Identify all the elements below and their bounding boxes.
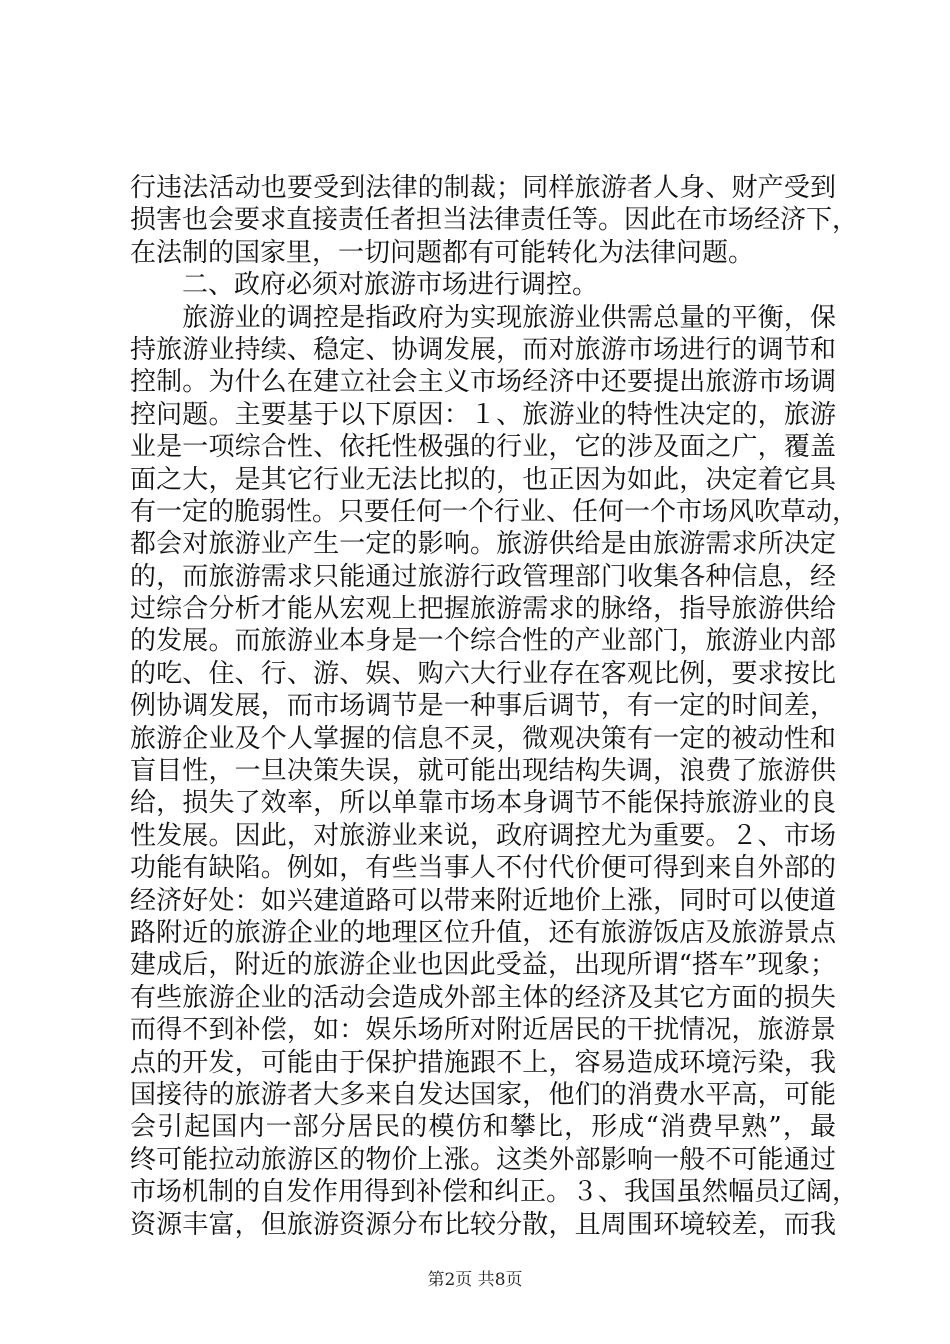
text-line: 面之大，是其它行业无法比拟的，也正因为如此，决定着它具 — [130, 464, 836, 495]
text-line: 终可能拉动旅游区的物价上涨。这类外部影响一般不可能通过 — [130, 1144, 836, 1175]
text-line: 路附近的旅游企业的地理区位升值，还有旅游饭店及旅游景点 — [130, 917, 836, 948]
text-line: 有些旅游企业的活动会造成外部主体的经济及其它方面的损失 — [130, 982, 836, 1013]
text-line: 控制。为什么在建立社会主义市场经济中还要提出旅游市场调 — [130, 367, 836, 398]
text-line: 建成后，附近的旅游企业也因此受益，出现所谓“搭车”现象； — [130, 950, 836, 981]
text-line: 旅游业的调控是指政府为实现旅游业供需总量的平衡，保 — [130, 302, 836, 333]
text-line: 而得不到补偿，如：娱乐场所对附近居民的干扰情况，旅游景 — [130, 1015, 836, 1046]
text-line: 旅游企业及个人掌握的信息不灵，微观决策有一定的被动性和 — [130, 723, 836, 754]
page-number-footer: 第2页 共8页 — [427, 1270, 523, 1290]
text-line: 的吃、住、行、游、娱、购六大行业存在客观比例，要求按比 — [130, 658, 836, 689]
text-line: 有一定的脆弱性。只要任何一个行业、任何一个市场风吹草动， — [130, 496, 859, 527]
text-line: 的，而旅游需求只能通过旅游行政管理部门收集各种信息，经 — [130, 561, 836, 592]
text-line: 过综合分析才能从宏观上把握旅游需求的脉络，指导旅游供给 — [130, 594, 836, 625]
text-line: 持旅游业持续、稳定、协调发展，而对旅游市场进行的调节和 — [130, 334, 836, 365]
text-line: 市场机制的自发作用得到补偿和纠正。３、我国虽然幅员辽阔， — [130, 1177, 859, 1208]
text-line: 的发展。而旅游业本身是一个综合性的产业部门，旅游业内部 — [130, 626, 836, 657]
text-line: 点的开发，可能由于保护措施跟不上，容易造成环境污染，我 — [130, 1047, 836, 1078]
text-line: 业是一项综合性、依托性极强的行业，它的涉及面之广，覆盖 — [130, 432, 836, 463]
text-line: 国接待的旅游者大多来自发达国家，他们的消费水平高，可能 — [130, 1079, 836, 1110]
text-line: 行违法活动也要受到法律的制裁；同样旅游者人身、财产受到 — [130, 173, 836, 203]
body-text — [130, 172, 859, 1241]
text-line: 给，损失了效率，所以单靠市场本身调节不能保持旅游业的良 — [130, 788, 836, 819]
text-line: 会引起国内一部分居民的模仿和攀比，形成“消费早熟”，最 — [130, 1112, 836, 1143]
text-line: 都会对旅游业产生一定的影响。旅游供给是由旅游需求所决定 — [130, 529, 836, 560]
text-line: 在法制的国家里，一切问题都有可能转化为法律问题。 — [130, 237, 755, 268]
text-line: 性发展。因此，对旅游业来说，政府调控尤为重要。２、市场 — [130, 820, 836, 851]
text-line: 例协调发展，而市场调节是一种事后调节，有一定的时间差， — [130, 691, 836, 722]
text-line: 功能有缺陷。例如，有些当事人不付代价便可得到来自外部的 — [130, 853, 836, 884]
text-line: 资源丰富，但旅游资源分布比较分散，且周围环境较差，而我 — [130, 1209, 836, 1240]
section-heading: 二、政府必须对旅游市场进行调控。 — [130, 270, 599, 301]
text-line: 控问题。主要基于以下原因：１、旅游业的特性决定的，旅游 — [130, 399, 836, 430]
text-line: 盲目性，一旦决策失误，就可能出现结构失调，浪费了旅游供 — [130, 756, 836, 787]
text-line: 经济好处：如兴建道路可以带来附近地价上涨，同时可以使道 — [130, 885, 836, 916]
text-line: 损害也会要求直接责任者担当法律责任等。因此在市场经济下， — [130, 205, 859, 236]
